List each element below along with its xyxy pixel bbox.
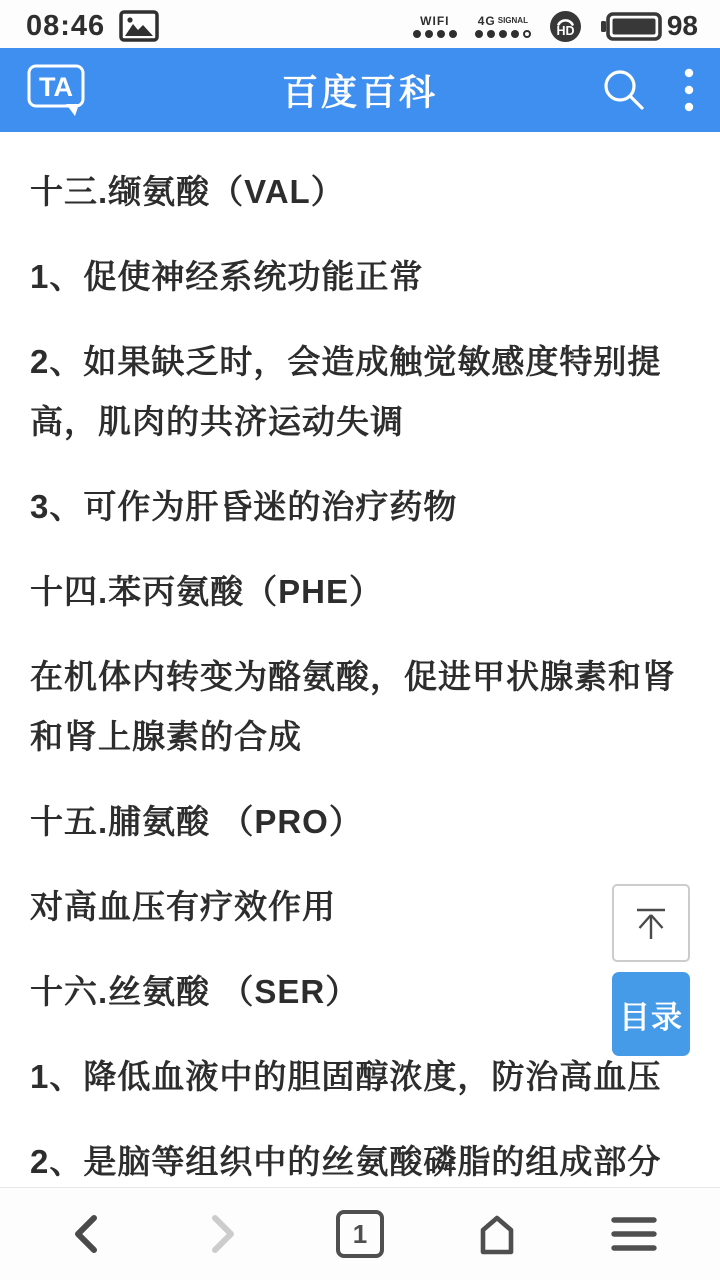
photo-notification-icon xyxy=(119,10,159,42)
cellular-label xyxy=(478,15,528,27)
app-bar xyxy=(0,48,720,132)
battery-icon xyxy=(600,10,662,42)
tabs-button[interactable] xyxy=(328,1202,392,1266)
forward-button[interactable] xyxy=(191,1202,255,1266)
search-icon[interactable] xyxy=(600,66,648,114)
ta-badge-text: TA xyxy=(39,72,73,102)
tabs-icon xyxy=(336,1210,384,1258)
content-paragraph: 十三.缬氨酸（VAL） xyxy=(30,173,345,210)
home-button[interactable] xyxy=(465,1202,529,1266)
back-button[interactable] xyxy=(54,1202,118,1266)
cellular-4g-text: 4G xyxy=(477,13,496,28)
menu-icon xyxy=(610,1213,658,1255)
content-paragraph: 在机体内转变为酪氨酸，促进甲状腺素和肾和肾上腺素的合成 xyxy=(30,658,676,755)
content-paragraph: 3、可作为肝昏迷的治疗药物 xyxy=(30,488,458,525)
cellular-strength-dots xyxy=(475,30,531,38)
back-to-top-icon xyxy=(628,900,674,946)
status-indicators xyxy=(413,10,698,43)
clock-text: 08:46 xyxy=(26,9,106,42)
hd-volte-icon xyxy=(549,10,582,43)
overflow-menu-icon[interactable] xyxy=(684,66,694,114)
page-title: 百度百科 xyxy=(281,71,439,113)
bottom-nav-bar xyxy=(0,1187,720,1280)
ta-reader-badge[interactable] xyxy=(26,63,86,117)
cellular-signal-text: SIGNAL xyxy=(497,15,528,25)
tab-count-text: 1 xyxy=(352,1218,368,1249)
content-paragraph: 十六.丝氨酸 （SER） xyxy=(30,973,360,1010)
wifi-label: WIFI xyxy=(420,13,450,28)
forward-icon xyxy=(204,1213,242,1255)
wifi-strength-dots xyxy=(413,30,457,38)
toc-button[interactable] xyxy=(612,972,690,1056)
content-paragraph: 1、降低血液中的胆固醇浓度，防治高血压 xyxy=(30,1058,662,1095)
content-paragraph: 十五.脯氨酸 （PRO） xyxy=(30,803,363,840)
menu-button[interactable] xyxy=(602,1202,666,1266)
content-paragraph: 对高血压有疗效作用 xyxy=(30,888,336,925)
appbar-actions xyxy=(600,66,694,114)
back-to-top-button[interactable] xyxy=(612,884,690,962)
status-bar xyxy=(0,0,720,48)
battery-percent-text: 98 xyxy=(666,10,698,41)
content-paragraph: 2、如果缺乏时，会造成触觉敏感度特别提高，肌肉的共济运动失调 xyxy=(30,343,662,440)
battery-indicator xyxy=(600,10,698,42)
back-icon xyxy=(67,1213,105,1255)
wifi-indicator xyxy=(413,15,457,38)
home-icon xyxy=(474,1212,520,1256)
cellular-indicator xyxy=(475,15,531,38)
content-paragraph: 1、促使神经系统功能正常 xyxy=(30,258,424,295)
hd-text: HD xyxy=(556,23,575,38)
content-paragraph: 2、是脑等组织中的丝氨酸磷脂的组成部分 xyxy=(30,1143,662,1180)
content-paragraph: 十四.苯丙氨酸（PHE） xyxy=(30,573,384,610)
toc-button-label: 目录 xyxy=(619,999,683,1035)
